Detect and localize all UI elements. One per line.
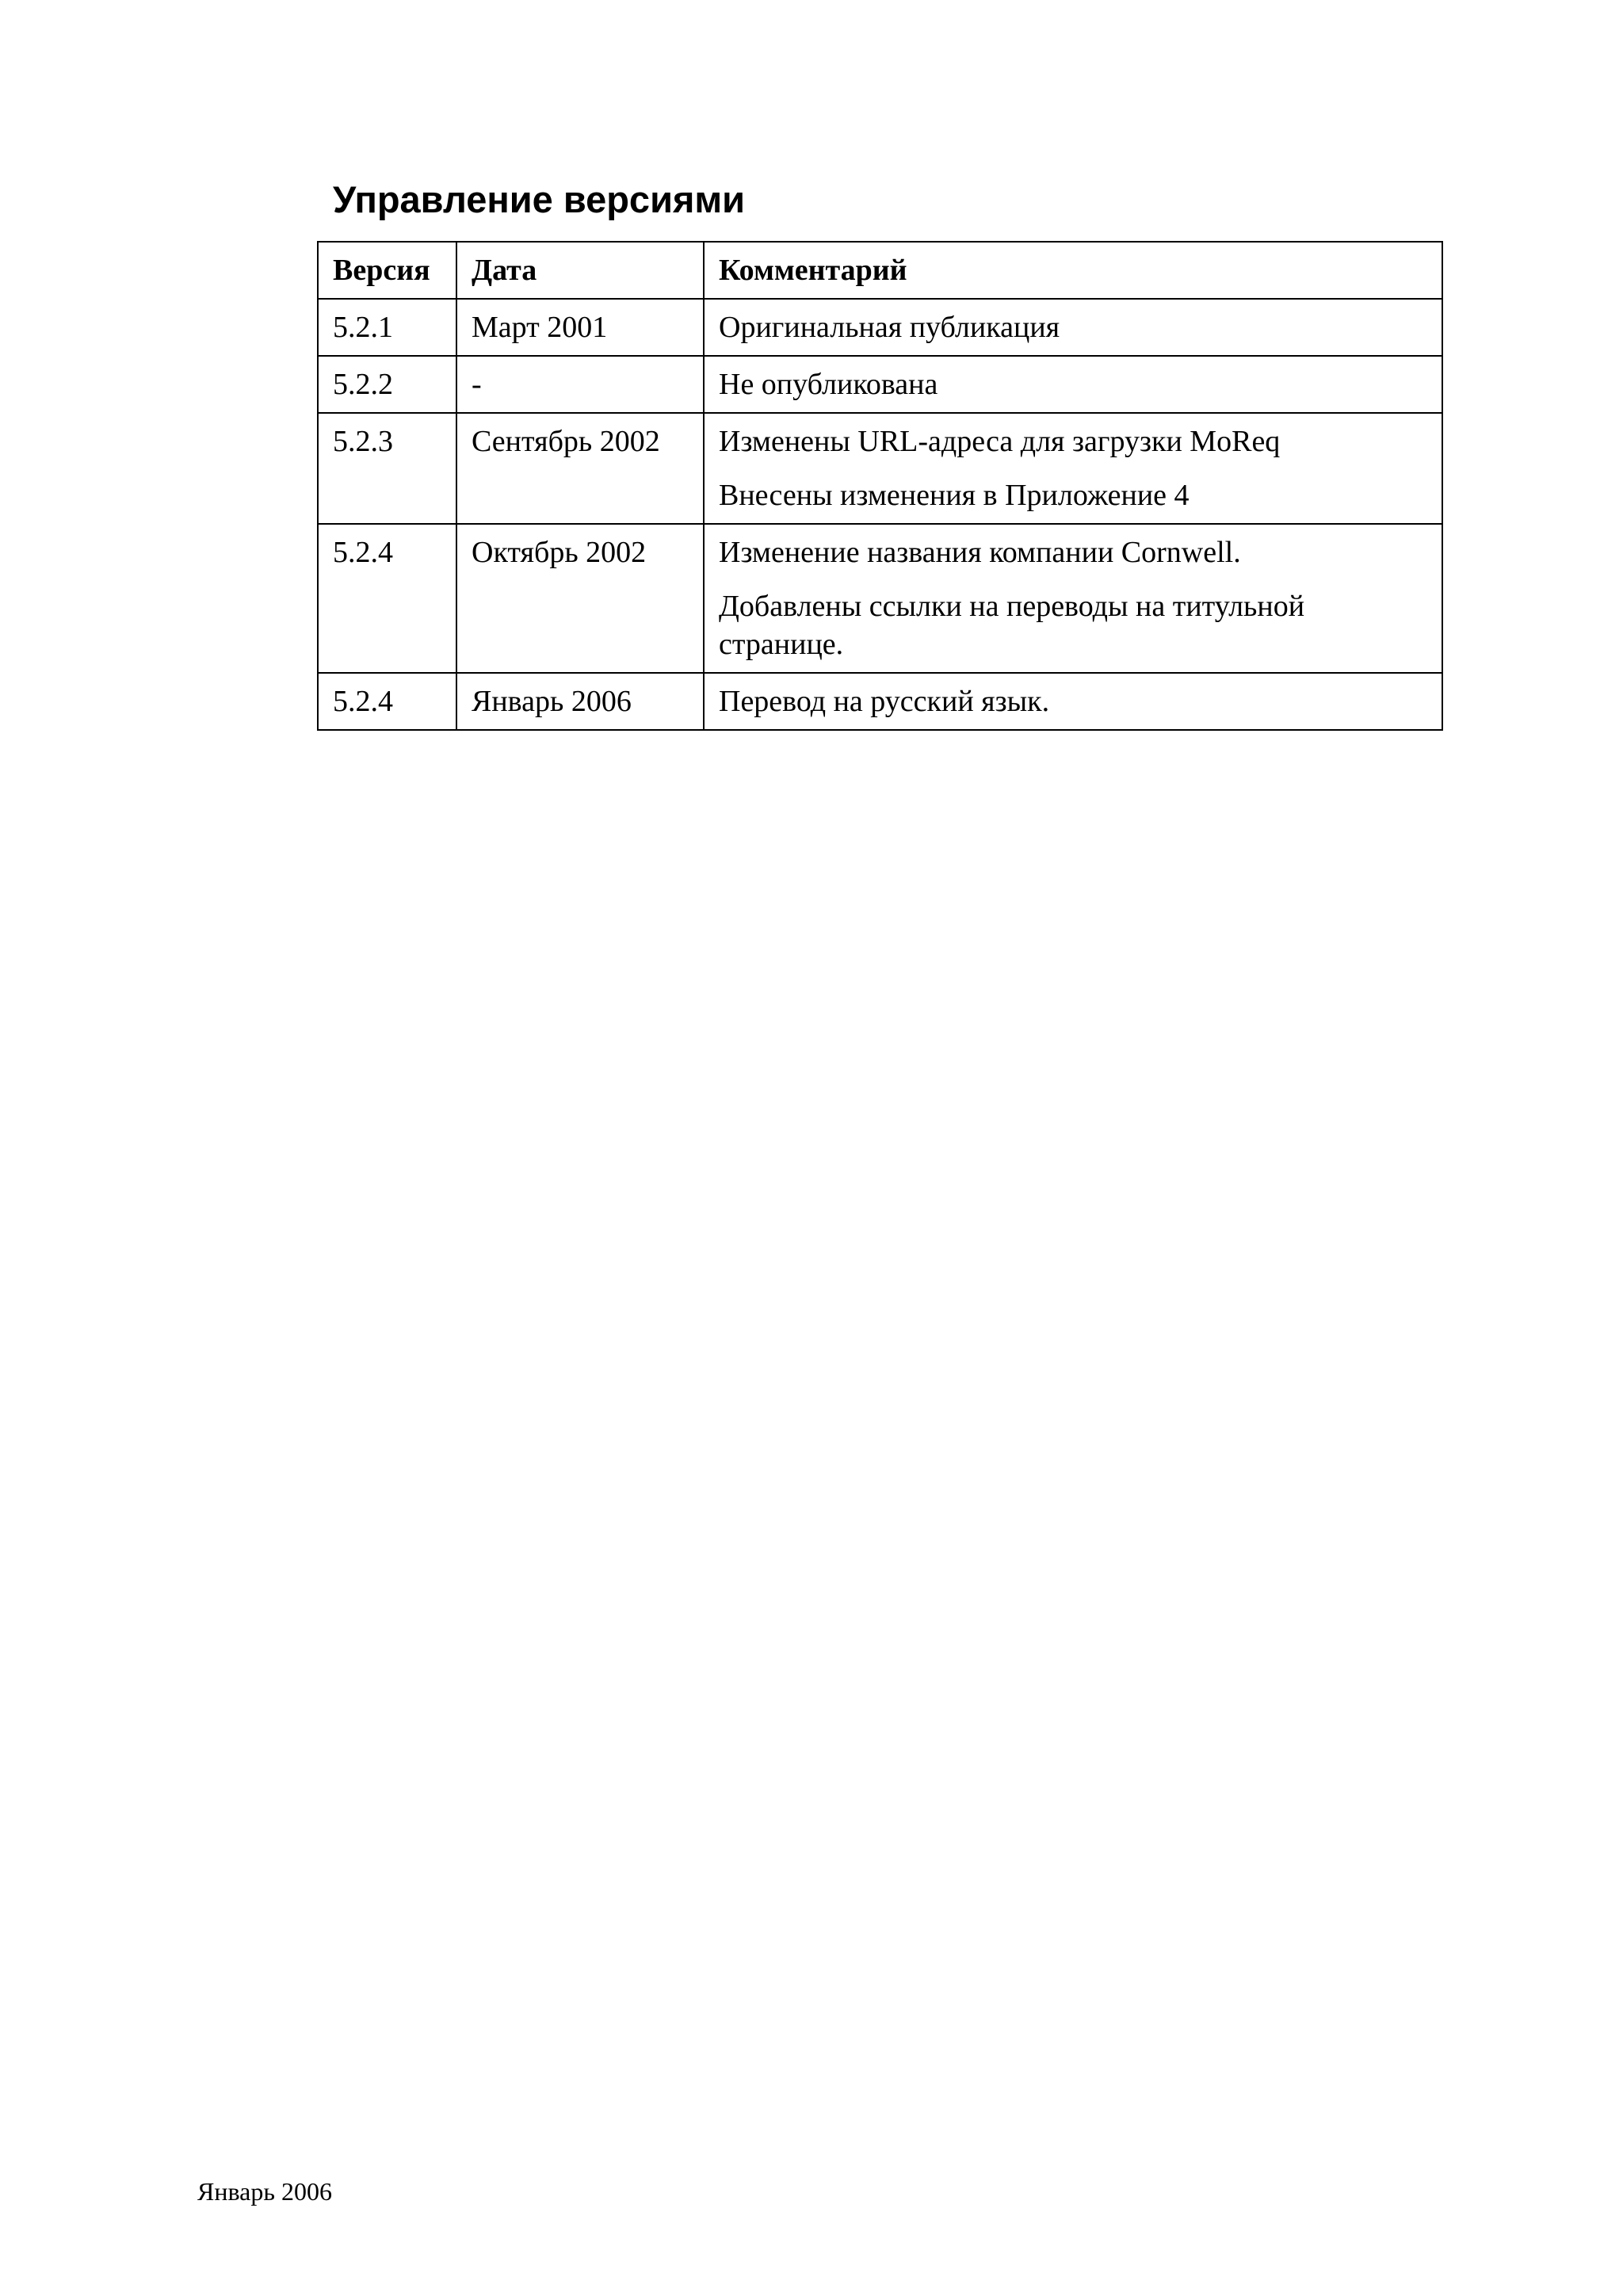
version-history-table xyxy=(317,241,1443,731)
comment-text: Изменение названия компании Cornwell. xyxy=(719,536,1241,569)
comment-text: Добавлены ссылки на переводы на титульной странице. xyxy=(719,590,1305,661)
cell-date: Март 2001 xyxy=(456,299,704,356)
table-row xyxy=(318,673,1442,730)
cell-date: Январь 2006 xyxy=(456,673,704,730)
cell-comment xyxy=(704,673,1442,730)
comment-text: Изменены URL-адреса для загрузки MoReq xyxy=(719,425,1281,458)
cell-comment xyxy=(704,356,1442,413)
header-date: Дата xyxy=(456,242,704,299)
comment-text: Оригинальная публикация xyxy=(719,311,1060,344)
header-version: Версия xyxy=(318,242,456,299)
cell-version: 5.2.3 xyxy=(318,413,456,524)
page-title: Управление версиями xyxy=(333,178,746,220)
header-comment: Комментарий xyxy=(704,242,1442,299)
cell-version: 5.2.4 xyxy=(318,524,456,673)
cell-comment xyxy=(704,524,1442,673)
comment-text: Не опубликована xyxy=(719,368,938,401)
cell-version: 5.2.1 xyxy=(318,299,456,356)
cell-comment xyxy=(704,413,1442,524)
cell-date: Сентябрь 2002 xyxy=(456,413,704,524)
cell-date: - xyxy=(456,356,704,413)
cell-version: 5.2.4 xyxy=(318,673,456,730)
footer-date: Январь 2006 xyxy=(197,2177,332,2206)
cell-version: 5.2.2 xyxy=(318,356,456,413)
cell-comment xyxy=(704,299,1442,356)
cell-date: Октябрь 2002 xyxy=(456,524,704,673)
table-row xyxy=(318,356,1442,413)
table-row xyxy=(318,413,1442,524)
table-row xyxy=(318,524,1442,673)
table-row xyxy=(318,299,1442,356)
comment-text: Внесены изменения в Приложение 4 xyxy=(719,479,1190,512)
table-header-row xyxy=(318,242,1442,299)
comment-text: Перевод на русский язык. xyxy=(719,685,1050,718)
